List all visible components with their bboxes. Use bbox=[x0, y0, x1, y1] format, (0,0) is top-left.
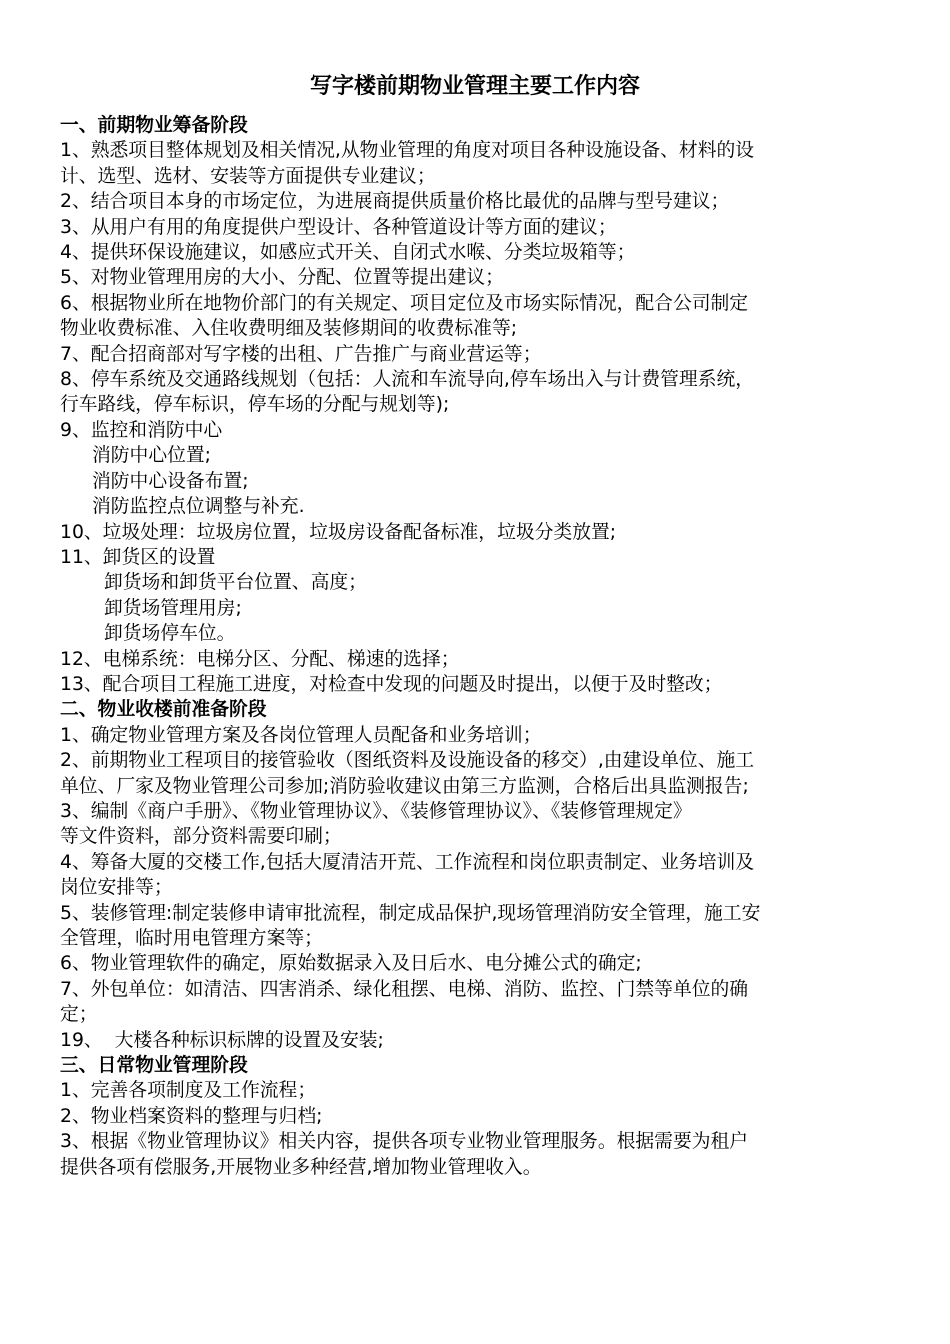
text-line: 8、停车系统及交通路线规划（包括：人流和车流导向,停车场出入与计费管理系统， bbox=[60, 369, 755, 391]
text-line: 3、编制《商户手册》、《物业管理协议》、《装修管理协议》、《装修管理规定》 bbox=[60, 800, 692, 822]
sub-item: 消防中心位置; bbox=[92, 445, 212, 467]
sub-item: 消防中心设备布置; bbox=[92, 470, 249, 492]
text-line: 行车路线，停车标识，停车场的分配与规划等); bbox=[60, 394, 450, 416]
text-line: 6、物业管理软件的确定，原始数据录入及日后水、电分摊公式的确定; bbox=[60, 953, 642, 975]
text-line: 2、结合项目本身的市场定位，为进展商提供质量价格比最优的品牌与型号建议； bbox=[60, 191, 730, 213]
text-line: 13、配合项目工程施工进度，对检查中发现的问题及时提出，以便于及时整改； bbox=[60, 673, 723, 695]
sub-item: 卸货场管理用房; bbox=[104, 597, 242, 619]
text-line: 3、根据《物业管理协议》相关内容，提供各项专业物业管理服务。根据需要为租户 bbox=[60, 1131, 749, 1153]
text-line: 物业收费标准、入住收费明细及装修期间的收费标准等; bbox=[60, 318, 518, 340]
text-line: 等文件资料，部分资料需要印刷； bbox=[60, 826, 342, 848]
text-line: 4、提供环保设施建议，如感应式开关、自闭式水喉、分类垃圾箱等； bbox=[60, 242, 636, 264]
document-body bbox=[60, 113, 892, 1180]
text-line: 单位、厂家及物业管理公司参加;消防验收建议由第三方监测，合格后出具监测报告; bbox=[60, 775, 749, 797]
section-heading-2: 二、物业收楼前准备阶段 bbox=[60, 699, 267, 721]
text-line: 6、根据物业所在地物价部门的有关规定、项目定位及市场实际情况，配合公司制定 bbox=[60, 292, 749, 314]
text-line: 9、监控和消防中心 bbox=[60, 419, 223, 441]
text-line: 计、选型、选材、安装等方面提供专业建议； bbox=[60, 165, 436, 187]
sub-item: 消防监控点位调整与补充. bbox=[92, 496, 305, 518]
text-line: 1、完善各项制度及工作流程； bbox=[60, 1080, 317, 1102]
text-line: 全管理，临时用电管理方案等； bbox=[60, 928, 323, 949]
text-line: 3、从用户有用的角度提供户型设计、各种管道设计等方面的建议； bbox=[60, 216, 617, 238]
text-line: 2、物业档案资料的整理与归档; bbox=[60, 1105, 323, 1127]
text-line: 1、熟悉项目整体规划及相关情况,从物业管理的角度对项目各种设施设备、材料的设 bbox=[60, 140, 755, 162]
text-line: 5、装修管理:制定装修申请审批流程，制定成品保护,现场管理消防安全管理，施工安 bbox=[60, 902, 761, 924]
section-heading-1: 一、前期物业筹备阶段 bbox=[60, 115, 248, 136]
section-heading-3: 三、日常物业管理阶段 bbox=[60, 1055, 248, 1077]
text-line: 7、外包单位：如清洁、四害消杀、绿化租摆、电梯、消防、监控、门禁等单位的确 bbox=[60, 978, 749, 1000]
text-line: 4、筹备大厦的交楼工作,包括大厦清洁开荒、工作流程和岗位职责制定、业务培训及 bbox=[60, 851, 755, 873]
text-line: 7、配合招商部对写字楼的出租、广告推广与商业营运等； bbox=[60, 343, 542, 365]
text-line: 岗位安排等； bbox=[60, 877, 173, 899]
document-title: 写字楼前期物业管理主要工作内容 bbox=[309, 74, 640, 99]
text-line: 提供各项有偿服务,开展物业多种经营,增加物业管理收入。 bbox=[60, 1156, 542, 1178]
text-line: 11、卸货区的设置 bbox=[60, 546, 216, 568]
text-line: 19、 大楼各种标识标牌的设置及安装; bbox=[60, 1029, 384, 1051]
text-line: 12、电梯系统：电梯分区、分配、梯速的选择； bbox=[60, 648, 460, 670]
sub-item: 卸货场和卸货平台位置、高度； bbox=[104, 572, 367, 594]
text-line: 1、确定物业管理方案及各岗位管理人员配备和业务培训； bbox=[60, 724, 542, 746]
text-line: 10、垃圾处理：垃圾房位置，垃圾房设备配备标准，垃圾分类放置; bbox=[60, 521, 617, 543]
sub-item: 卸货场停车位。 bbox=[104, 623, 236, 645]
text-line: 2、前期物业工程项目的接管验收（图纸资料及设施设备的移交）,由建设单位、施工 bbox=[60, 750, 755, 772]
text-line: 定； bbox=[60, 1004, 98, 1026]
text-line: 5、对物业管理用房的大小、分配、位置等提出建议； bbox=[60, 267, 504, 289]
